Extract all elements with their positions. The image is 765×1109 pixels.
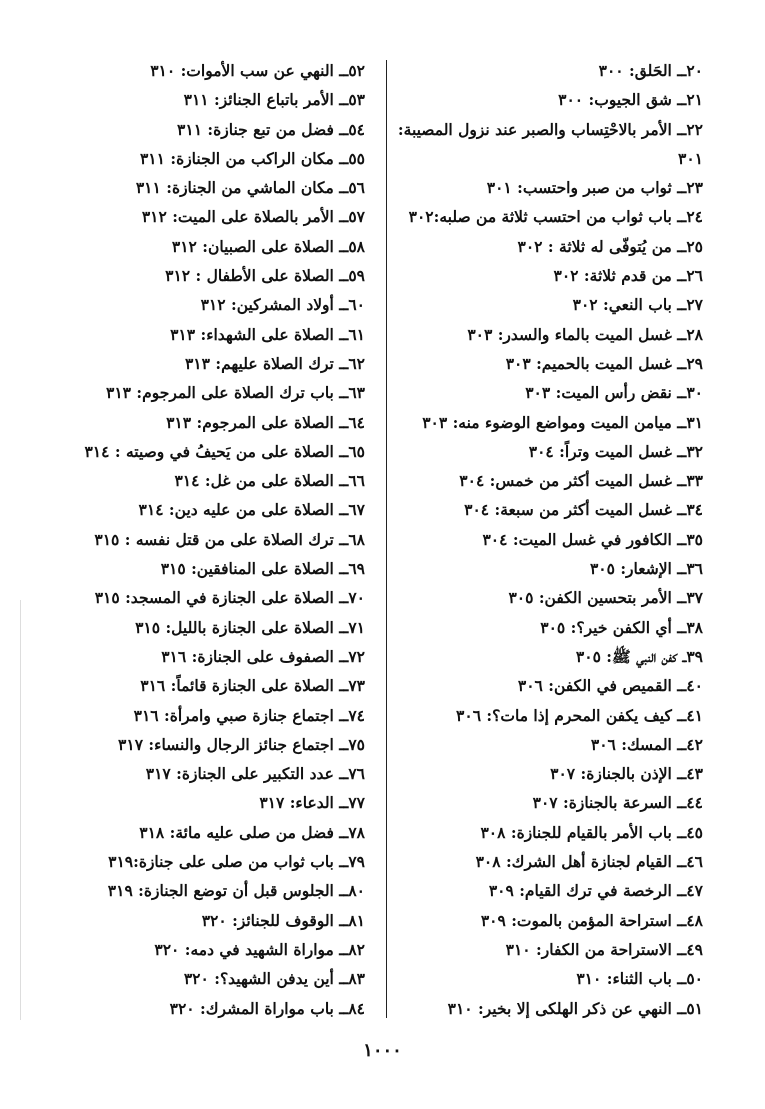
toc-entry: ٥٨ــ الصلاة على الصبيان: ٣١٢ <box>171 236 365 256</box>
toc-entry: ٦٧ــ الصلاة على من عليه دين: ٣١٤ <box>138 500 365 520</box>
toc-entry: ٦٦ــ الصلاة على من غل: ٣١٤ <box>174 471 365 491</box>
toc-entry: ٤٧ــ الرخصة في ترك القيام: ٣٠٩ <box>488 881 703 901</box>
column-divider <box>386 60 387 1018</box>
toc-entry: ٤٦ــ القيام لجنازة أهل الشرك: ٣٠٨ <box>475 852 703 872</box>
toc-column-right <box>385 56 703 1023</box>
toc-entry: ٣٦ــ الإشعار: ٣٠٥ <box>589 559 703 579</box>
toc-entry: ٦٤ــ الصلاة على المرجوم: ٣١٣ <box>166 412 365 432</box>
toc-entry: ٢٧ــ باب النعي: ٣٠٢ <box>572 295 703 315</box>
toc-entry: ٢٩ــ غسل الميت بالحميم: ٣٠٣ <box>505 353 703 373</box>
toc-entry: ٣٤ــ غسل الميت أكثر من سبعة: ٣٠٤ <box>464 500 703 520</box>
scan-edge-line <box>20 600 21 1020</box>
page-number: ١٠٠٠ <box>363 1040 402 1061</box>
toc-entry: ٣٢ــ غسل الميت وتراً: ٣٠٤ <box>528 441 703 461</box>
toc-entry: ٧٤ــ اجتماع جنازة صبي وامرأة: ٣١٦ <box>133 705 365 725</box>
toc-entry: ٤٥ــ باب الأمر بالقيام للجنازة: ٣٠٨ <box>480 822 703 842</box>
toc-entry: ٦٥ــ الصلاة على من يَحيفُ في وصيته : ٣١٤ <box>84 441 365 461</box>
toc-entry: ٢٣ــ ثواب من صبر واحتسب: ٣٠١ <box>486 178 703 198</box>
toc-entry: ٣١ــ ميامن الميت ومواضع الوضوء منه: ٣٠٣ <box>422 412 703 432</box>
toc-entry: ٣٠ــ نقض رأس الميت: ٣٠٣ <box>525 383 703 403</box>
toc-entry: ٢٤ــ باب ثواب من احتسب ثلاثة من صلبه:٣٠٢ <box>408 207 703 227</box>
toc-column-left <box>55 56 365 1023</box>
toc-entry: ٧٨ــ فضل من صلى عليه مائة: ٣١٨ <box>139 822 365 842</box>
toc-entry: ٧٢ــ الصفوف على الجنازة: ٣١٦ <box>161 646 365 666</box>
toc-entry: ٤٨ــ استراحة المؤمن بالموت: ٣٠٩ <box>480 910 703 930</box>
toc-entry: ٤١ــ كيف يكفن المحرم إذا مات؟: ٣٠٦ <box>456 705 703 725</box>
toc-entry: ٦٠ــ أولاد المشركين: ٣١٢ <box>200 295 365 315</box>
toc-entry: ٥٩ــ الصلاة على الأطفال : ٣١٢ <box>165 266 365 286</box>
toc-entry: ٣٣ــ غسل الميت أكثر من خمس: ٣٠٤ <box>459 471 703 491</box>
toc-entry: ٦٩ــ الصلاة على المنافقين: ٣١٥ <box>160 559 365 579</box>
toc-entry: ٧٥ــ اجتماع جنائز الرجال والنساء: ٣١٧ <box>118 734 365 754</box>
toc-entry: ٣٨ــ أي الكفن خير؟: ٣٠٥ <box>540 617 703 637</box>
toc-entry: ٢١ــ شق الجيوب: ٣٠٠ <box>558 90 703 110</box>
toc-entry: ٥٥ــ مكان الراكب من الجنازة: ٣١١ <box>139 148 365 168</box>
toc-entry: ٨٤ــ باب مواراة المشرك: ٣٢٠ <box>169 998 365 1018</box>
toc-entry: ٤٣ــ الإذن بالجنازة: ٣٠٧ <box>550 764 703 784</box>
toc-entry: ٤٠ــ القميص في الكفن: ٣٠٦ <box>517 676 703 696</box>
toc-entry: ٧٧ــ الدعاء: ٣١٧ <box>259 793 365 813</box>
toc-entry: ٥١ــ النهي عن ذكر الهلكى إلا بخير: ٣١٠ <box>447 998 703 1018</box>
toc-entry: ٥٤ــ فضل من تبع جنازة: ٣١١ <box>177 119 365 139</box>
toc-entry: ٥٣ــ الأمر باتباع الجنائز: ٣١١ <box>183 90 365 110</box>
toc-entry: ٥٢ــ النهي عن سب الأموات: ٣١٠ <box>150 61 365 80</box>
toc-entry: ٧٣ــ الصلاة على الجنازة قائماً: ٣١٦ <box>140 676 365 696</box>
toc-entry: ٢٥ــ من يُتوفّى له ثلاثة : ٣٠٢ <box>517 236 703 256</box>
toc-entry: ٨٠ــ الجلوس قبل أن توضع الجنازة: ٣١٩ <box>107 881 365 901</box>
toc-entry: ٢٦ــ من قدم ثلاثة: ٣٠٢ <box>553 266 703 286</box>
toc-entry: ٥٧ــ الأمر بالصلاة على الميت: ٣١٢ <box>141 207 365 227</box>
toc-entry: ٤٤ــ السرعة بالجنازة: ٣٠٧ <box>532 793 703 813</box>
toc-entry: ٨٣ــ أين يدفن الشهيد؟: ٣٢٠ <box>183 969 365 989</box>
toc-entry: ٣٧ــ الأمر بتحسين الكفن: ٣٠٥ <box>508 588 703 608</box>
toc-entry: ٥٦ــ مكان الماشي من الجنازة: ٣١١ <box>135 178 365 198</box>
toc-entry: ٥٠ــ باب الثناء: ٣١٠ <box>576 969 703 989</box>
toc-entry: ٨١ــ الوقوف للجنائز: ٣٢٠ <box>201 910 365 930</box>
toc-entry: ٢٠ــ الحَلق: ٣٠٠ <box>598 61 703 80</box>
toc-entry: ٢٨ــ غسل الميت بالماء والسدر: ٣٠٣ <box>467 324 703 344</box>
toc-entry: ٧٩ــ باب ثواب من صلى على جنازة:٣١٩ <box>108 852 365 872</box>
toc-entry: ٤٢ــ المسك: ٣٠٦ <box>590 734 703 754</box>
toc-entry: ٧٦ــ عدد التكبير على الجنازة: ٣١٧ <box>145 764 365 784</box>
toc-entry: ٧٠ــ الصلاة على الجنازة في المسجد: ٣١٥ <box>94 588 365 608</box>
toc-entry: ٦١ــ الصلاة على الشهداء: ٣١٣ <box>170 324 365 344</box>
toc-entry: ٦٢ــ ترك الصلاة عليهم: ٣١٣ <box>184 353 365 373</box>
toc-entry: ٧١ــ الصلاة على الجنازة بالليل: ٣١٥ <box>135 617 365 637</box>
toc-entry: ٤٩ــ الاستراحة من الكفار: ٣١٠ <box>505 939 703 959</box>
toc-entry: ٦٣ــ باب ترك الصلاة على المرجوم: ٣١٣ <box>106 383 365 403</box>
toc-entry: ٣٩ــ كفن النبي ﷺ: ٣٠٥ <box>575 646 703 666</box>
toc-entry: ٢٢ــ الأمر بالاحْتِساب والصبر عند نزول المصيبة: ٣٠١ <box>397 119 703 168</box>
toc-entry: ٦٨ــ ترك الصلاة على من قتل نفسه : ٣١٥ <box>94 529 365 549</box>
toc-entry: ٣٥ــ الكافور في غسل الميت: ٣٠٤ <box>482 529 703 549</box>
toc-entry: ٨٢ــ مواراة الشهيد في دمه: ٣٢٠ <box>154 939 365 959</box>
